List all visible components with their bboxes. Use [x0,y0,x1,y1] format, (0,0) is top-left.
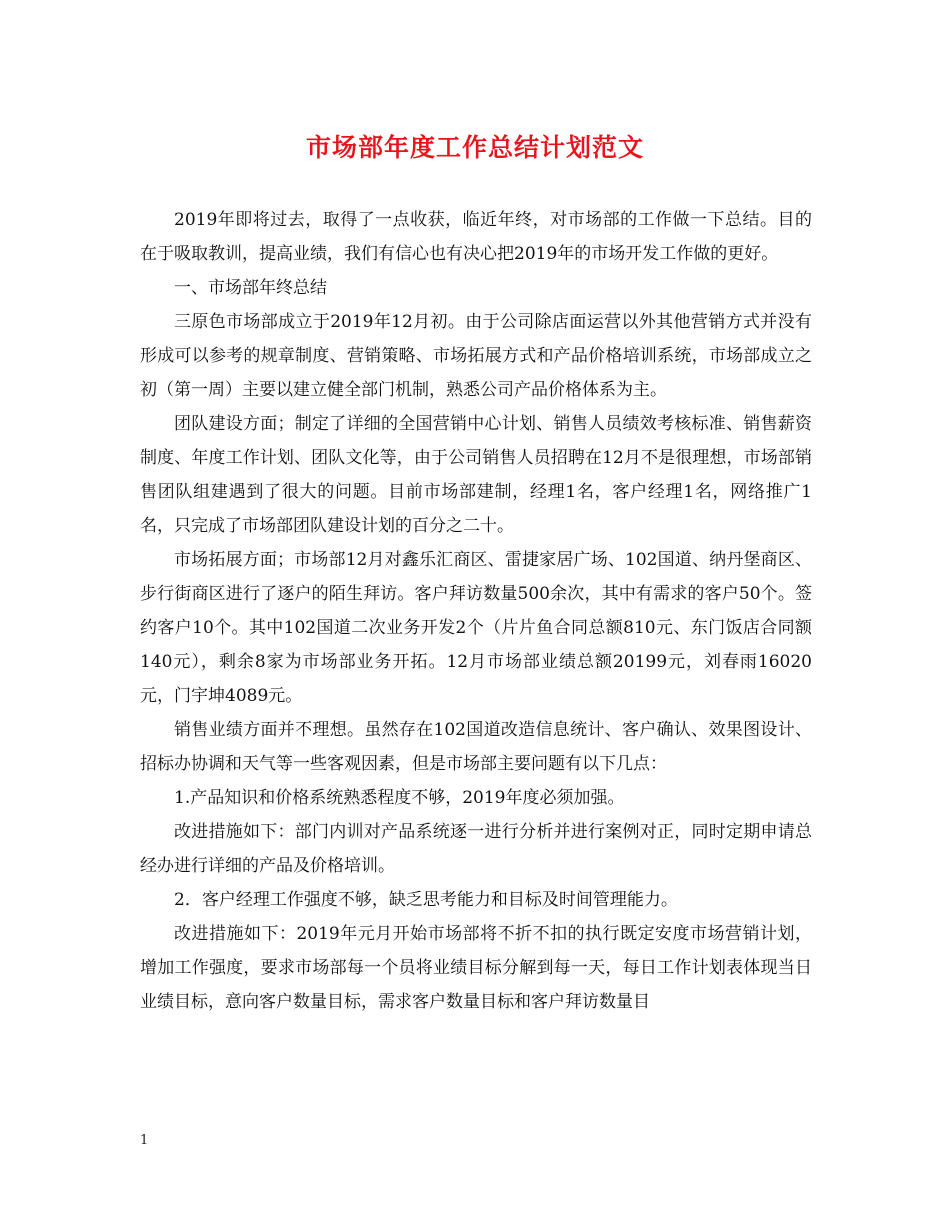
paragraph-measure-2: 改进措施如下：2019年元月开始市场部将不折不扣的执行既定安度市场营销计划，增加工作强度，要求市场部每一个员将业绩目标分解到每一天，每日工作计划表体现当日业绩目标，意向客户数量目标，需求客户数量目标和客户拜访数量目 [140,924,812,1012]
paragraph-measure-1: 改进措施如下：部门内训对产品系统逐一进行分析并进行案例对正，同时定期申请总经办进行详细的产品及价格培训。 [140,822,812,876]
paragraph-founding: 三原色市场部成立于2019年12月初。由于公司除店面运营以外其他营销方式并没有形成可以参考的规章制度、营销策略、市场拓展方式和产品价格培训系统，市场部成立之初（第一周）主要以建立健全部门机制，熟悉公司产品价格体系为主。 [140,312,812,400]
paragraph-sales-performance: 销售业绩方面并不理想。虽然存在102国道改造信息统计、客户确认、效果图设计、招标办协调和天气等一些客观因素，但是市场部主要问题有以下几点： [140,720,812,774]
document-body [140,203,812,1019]
paragraph-intro: 2019年即将过去，取得了一点收获，临近年终，对市场部的工作做一下总结。目的在于吸取教训，提高业绩，我们有信心也有决心把2019年的市场开发工作做的更好。 [140,210,812,264]
paragraph-issue-1: 1.产品知识和价格系统熟悉程度不够，2019年度必须加强。 [174,788,625,808]
page-number: 1 [140,1133,149,1148]
section-heading: 一、市场部年终总结 [174,278,327,298]
document-title: 市场部年度工作总结计划范文 [305,133,644,162]
paragraph-team-building: 团队建设方面；制定了详细的全国营销中心计划、销售人员绩效考核标准、销售薪资制度、年度工作计划、团队文化等，由于公司销售人员招聘在12月不是很理想，市场部销售团队组建遇到了很大的问题。目前市场部建制，经理1名，客户经理1名，网络推广1名，只完成了市场部团队建设计划的百分之二十。 [140,414,812,536]
paragraph-market-expansion: 市场拓展方面；市场部12月对鑫乐汇商区、雷捷家居广场、102国道、纳丹堡商区、步行街商区进行了逐户的陌生拜访。客户拜访数量500余次，其中有需求的客户50个。签约客户10个。其中102国道二次业务开发2个（片片鱼合同总额810元、东门饭店合同额140元），剩余8家为市场部业务开拓。12月市场部业绩总额20199元，刘春雨16020元，门宇坤4089元。 [140,550,812,706]
paragraph-issue-2: 2．客户经理工作强度不够，缺乏思考能力和目标及时间管理能力。 [174,890,678,910]
